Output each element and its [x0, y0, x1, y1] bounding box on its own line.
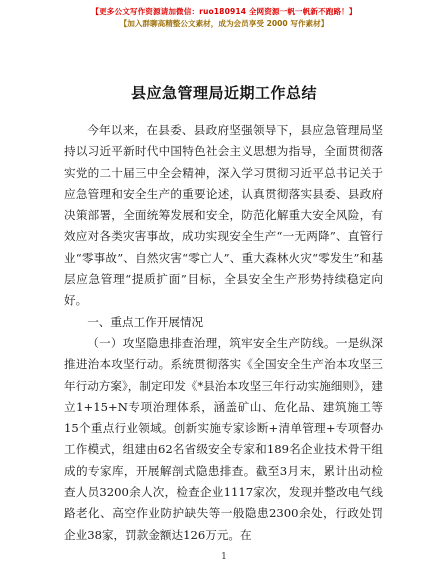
paragraph-key-work: （一）攻坚隐患排查治理，筑牢安全生产防线。一是纵深推进治本攻坚行动。系统贯彻落实《全国安全生产治本攻坚三年行动方案》，制定印发《*县治本攻坚三年行动实施细则》，建立1+15+N专项治理体系，涵盖矿山、危化品、建筑施工等15个重点行业领域。创新实施专家诊断+清单管理+专项督办工作模式，组建由62名省级安全专家和189名企业技术骨干组成的专家库，开展解剖式隐患排查。截至3月末，累计出动检查人员3200余人次，检查企业1117家次，发现并整改电气线路老化、高空作业防护缺失等一般隐患2300余处，行政处罚企业38家，罚款金额达126万元。在	[64, 335, 383, 542]
document-title: 县应急管理局近期工作总结	[130, 84, 317, 102]
promo-banner-line-1[interactable]: 【更多公文写作资源请加微信：ruo180914 全网资源一帆一帆新不跑路！】	[91, 7, 357, 16]
promo-banner	[0, 6, 448, 30]
paragraph-intro: 今年以来，在县委、县政府坚强领导下，县应急管理局坚持以习近平新时代中国特色社会主义思想为指导，全面贯彻落实党的二十届三中全会精神，深入学习贯彻习近平总书记关于应急管理和安全生产的重要论述，认真贯彻落实县委、县政府决策部署，全面统筹发展和安全，防范化解重大安全风险，有效应对各类灾害事故，成功实现安全生产“一无两降”、直管行业“零事故”、自然灾害“零亡人”、重大森林火灾“零发生”和基层应急管理“提质扩面”目标，全县安全生产形势持续稳定向好。	[64, 123, 383, 308]
document-body	[64, 120, 383, 546]
promo-banner-line-2[interactable]: 【加入群聊高精整公文素材，成为会员享受 2000 写作素材】	[119, 19, 329, 28]
page-number: 1	[221, 552, 227, 562]
section-heading-1: 一、重点工作开展情况	[87, 314, 204, 329]
